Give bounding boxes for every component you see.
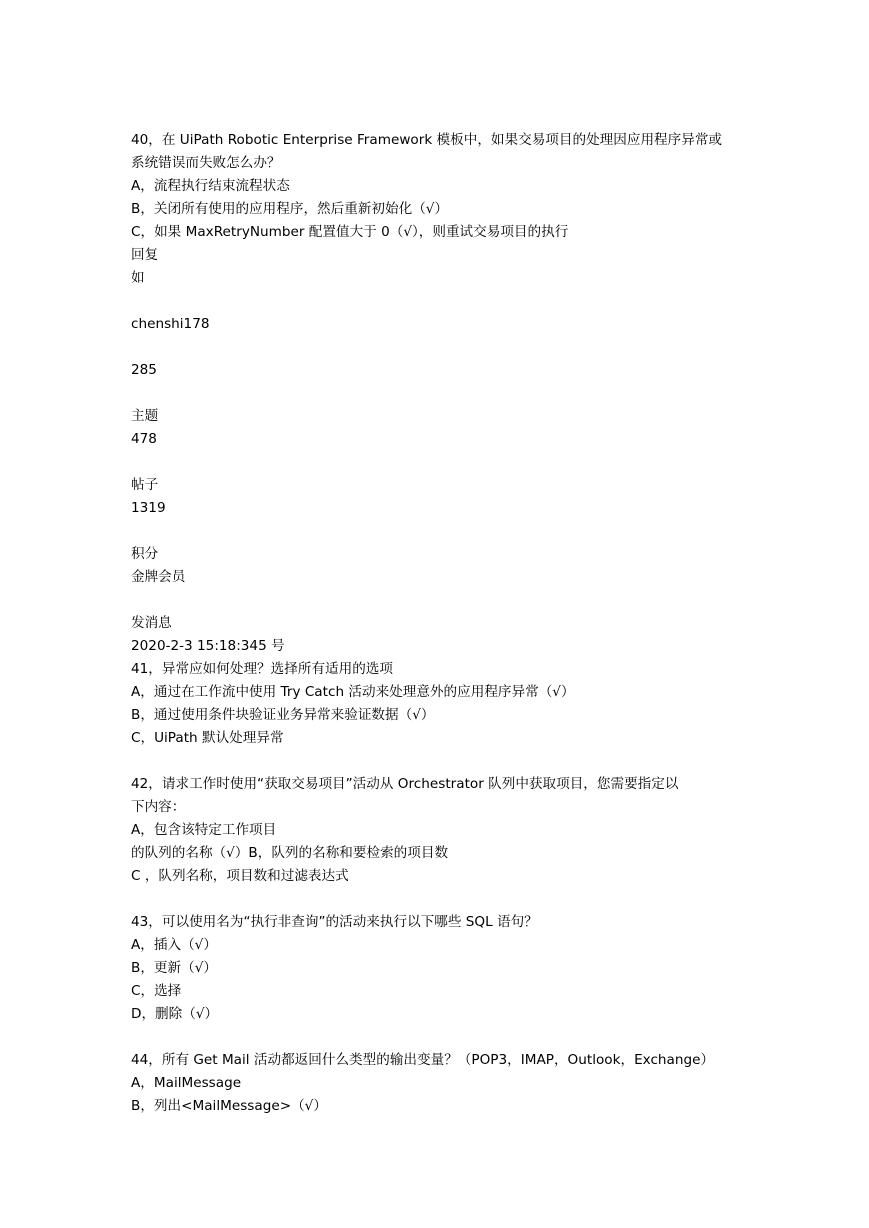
spacer [131, 451, 751, 474]
q42-text-line2: 下内容： [131, 799, 186, 815]
q42-option-a: A，包含该特定工作项目 [131, 822, 277, 838]
document-page [131, 129, 751, 1118]
q42-text-line1: 42，请求工作时使用“获取交易项目”活动从 Orchestrator 队列中获取项目，您需要指定以 [131, 776, 679, 792]
q41-option-b: B，通过使用条件块验证业务异常来验证数据（√） [131, 707, 435, 723]
post-timestamp: 2020-2-3 15:18:345 号 [131, 638, 285, 654]
send-message-link[interactable]: 发消息 [131, 615, 172, 631]
posts-label: 帖子 [131, 477, 159, 493]
spacer [131, 888, 751, 911]
q44-option-a: A，MailMessage [131, 1075, 242, 1091]
q43-text-line1: 43，可以使用名为“执行非查询”的活动来执行以下哪些 SQL 语句？ [131, 914, 538, 930]
q40-option-b: B，关闭所有使用的应用程序，然后重新初始化（√） [131, 201, 449, 217]
q41-option-a: A，通过在工作流中使用 Try Catch 活动来处理意外的应用程序异常（√） [131, 684, 575, 700]
q44-text-line1: 44，所有 Get Mail 活动都返回什么类型的输出变量？（POP3，IMAP，Outlook，Exchange） [131, 1052, 715, 1068]
q42-option-a-continued: 的队列的名称（√）B，队列的名称和要检索的项目数 [131, 845, 449, 861]
reply-link[interactable]: 回复 [131, 247, 159, 263]
spacer [131, 336, 751, 359]
q43-option-c: C，选择 [131, 983, 182, 999]
points-label: 积分 [131, 546, 159, 562]
spacer [131, 750, 751, 773]
q44-option-b: B，列出<MailMessage>（√） [131, 1098, 327, 1114]
user-stat-285: 285 [131, 362, 157, 378]
q42-option-c: C ，队列名称，项目数和过滤表达式 [131, 868, 349, 884]
q41-text-line1: 41，异常应如何处理？选择所有适用的选项 [131, 661, 393, 677]
like-link[interactable]: 如 [131, 270, 145, 286]
posts-value: 1319 [131, 500, 166, 516]
spacer [131, 1026, 751, 1049]
topics-value: 478 [131, 431, 157, 447]
q40-option-c: C，如果 MaxRetryNumber 配置值大于 0（√），则重试交易项目的执行 [131, 224, 569, 240]
topics-label: 主题 [131, 408, 159, 424]
spacer [131, 520, 751, 543]
user-rank: 金牌会员 [131, 569, 186, 585]
username[interactable]: chenshi178 [131, 316, 210, 332]
q41-option-c: C，UiPath 默认处理异常 [131, 730, 284, 746]
q40-text-line2: 系统错误而失败怎么办？ [131, 155, 281, 171]
q43-option-a: A，插入（√） [131, 937, 217, 953]
spacer [131, 290, 751, 313]
q40-option-a: A，流程执行结束流程状态 [131, 178, 290, 194]
q43-option-b: B，更新（√） [131, 960, 217, 976]
q43-option-d: D，删除（√） [131, 1006, 219, 1022]
spacer [131, 382, 751, 405]
q40-text-line1: 40，在 UiPath Robotic Enterprise Framework 模板中，如果交易项目的处理因应用程序异常或 [131, 132, 723, 148]
spacer [131, 589, 751, 612]
